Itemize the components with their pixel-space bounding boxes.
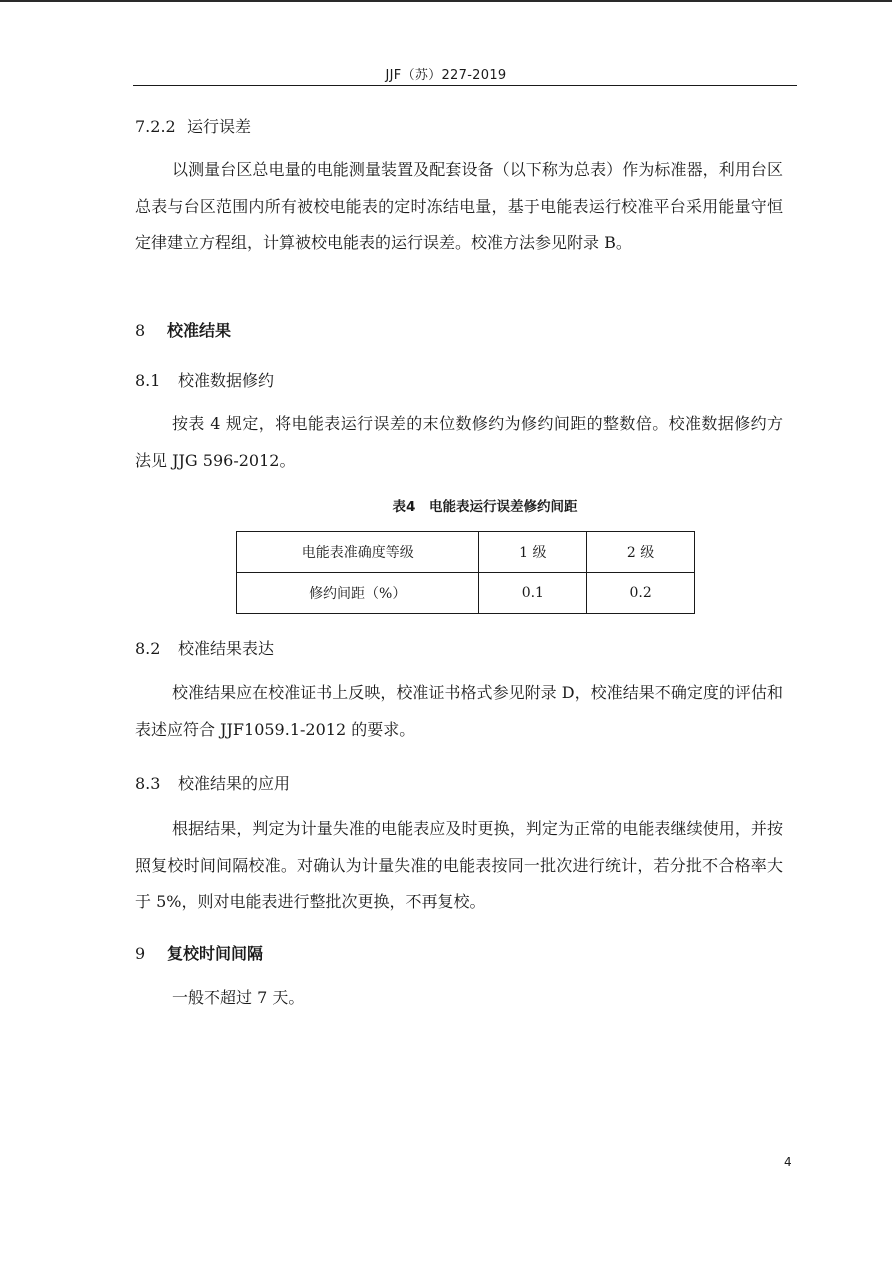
section-number: 9 <box>135 944 146 963</box>
header-rule <box>133 85 797 86</box>
section-number: 8 <box>135 321 146 340</box>
section-title: 校准结果表达 <box>178 639 275 658</box>
section-number: 8.2 <box>135 639 161 658</box>
page-top-border <box>0 0 892 2</box>
section-number: 8.1 <box>135 371 161 390</box>
section-number: 7.2.2 <box>135 117 176 136</box>
section-title: 复校时间间隔 <box>167 944 264 963</box>
heading-7-2-2 <box>135 117 251 137</box>
section-title: 校准结果 <box>167 321 232 340</box>
paragraph-8-3: 根据结果，判定为计量失准的电能表应及时更换，判定为正常的电能表继续使用，并按照复校时间间隔校准。对确认为计量失准的电能表按同一批次进行统计，若分批不合格率大于 5%，则对电能表进行整批次更换，不再复校。 <box>135 819 783 911</box>
section-title: 校准数据修约 <box>178 371 275 390</box>
paragraph-9: 一般不超过 7 天。 <box>172 988 305 1007</box>
paragraph-7-2-2: 以测量台区总电量的电能测量装置及配套设备（以下称为总表）作为标准器，利用台区总表与台区范围内所有被校电能表的定时冻结电量，基于电能表运行校准平台采用能量守恒定律建立方程组，计算被校电能表的运行误差。校准方法参见附录 B。 <box>135 160 783 252</box>
paragraph-8-2: 校准结果应在校准证书上反映，校准证书格式参见附录 D，校准结果不确定度的评估和表述应符合 JJF1059.1-2012 的要求。 <box>135 683 783 739</box>
heading-9 <box>135 944 263 964</box>
paragraph-8-1: 按表 4 规定，将电能表运行误差的末位数修约为修约间距的整数倍。校准数据修约方法见 JJG 596-2012。 <box>135 414 783 470</box>
section-title: 运行误差 <box>187 117 252 136</box>
section-title: 校准结果的应用 <box>178 774 291 793</box>
table-cell: 0.2 <box>587 573 695 614</box>
heading-8-1 <box>135 371 274 391</box>
table-caption: 表4 电能表运行误差修约间距 <box>392 499 578 515</box>
table-row <box>237 532 695 573</box>
table-cell: 0.1 <box>479 573 587 614</box>
header-doc-code: JJF（苏）227-2019 <box>385 68 507 83</box>
table-cell: 2 级 <box>587 532 695 573</box>
table-cell: 修约间距（%） <box>237 573 479 614</box>
heading-8 <box>135 321 231 341</box>
table-4 <box>236 531 695 614</box>
table-row <box>237 573 695 614</box>
section-number: 8.3 <box>135 774 161 793</box>
page-number: 4 <box>784 1155 792 1169</box>
heading-8-2 <box>135 639 274 659</box>
table-cell: 1 级 <box>479 532 587 573</box>
table-cell: 电能表准确度等级 <box>237 532 479 573</box>
heading-8-3 <box>135 774 290 794</box>
